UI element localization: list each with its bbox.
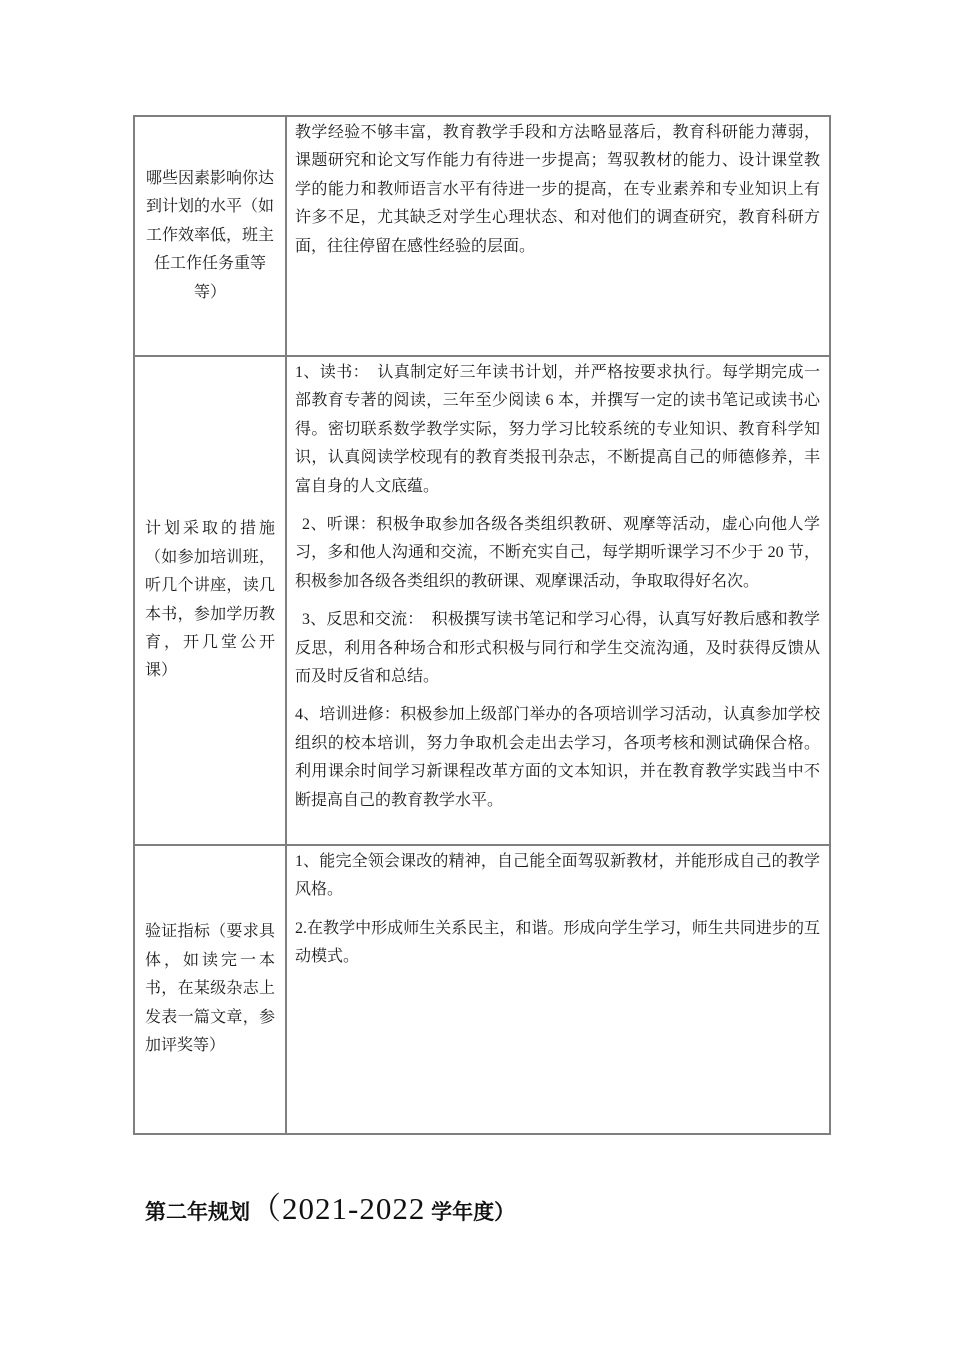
- factors-label: 哪些因素影响你达到计划的水平（如工作效率低，班主任工作任务重等等）: [145, 169, 274, 301]
- table-row-factors: [134, 116, 830, 356]
- table-row-indicators: [134, 845, 830, 1134]
- factors-label-cell: [134, 116, 286, 356]
- indicators-paragraph-2: 2.在教学中形成师生关系民主，和谐。形成向学生学习，师生共同进步的互动模式。: [295, 919, 820, 966]
- factors-content-cell: [286, 116, 830, 356]
- indicators-paragraph-1: 1、能完全领会课改的精神，自己能全面驾驭新教材，并能形成自己的教学风格。: [295, 853, 820, 899]
- measures-label-cell: [134, 356, 286, 845]
- measures-paragraph-reflection: 3、反思和交流： 积极撰写读书笔记和学习心得，认真写好教后感和教学反思，利用各种场合和形式积极与同行和学生交流沟通，及时获得反馈从而及时反省和总结。: [295, 611, 820, 686]
- heading-suffix: 学年度）: [425, 1201, 516, 1224]
- indicators-label-cell: [134, 845, 286, 1134]
- measures-label: 计划采取的措施（如参加培训班，听几个讲座，读几本书，参加学历教育，开几堂公开课）: [145, 520, 275, 680]
- heading-prefix: 第二年规划: [145, 1201, 250, 1224]
- heading-years: （2021-2022: [250, 1191, 426, 1226]
- indicators-label: 验证指标（要求具体，如读完一本书，在某级杂志上发表一篇文章，参加评奖等）: [145, 923, 275, 1055]
- table-row-measures: [134, 356, 830, 845]
- indicators-content-cell: [286, 845, 830, 1134]
- measures-paragraph-reading: 1、读书： 认真制定好三年读书计划，并严格按要求执行。每学期完成一部教育专著的阅读，三年至少阅读 6 本，并撰写一定的读书笔记或读书心得。密切联系数学教学实际，努力学习比较系统的专业知识、教育科学知识，认真阅读学校现有的教育类报刊杂志，不断提高自己的师德修养，丰富自身的人文底蕴。: [295, 364, 820, 495]
- plan-table: [133, 115, 831, 1135]
- measures-content-cell: [286, 356, 830, 845]
- measures-paragraph-training: 4、培训进修：积极参加上级部门举办的各项培训学习活动，认真参加学校组织的校本培训，努力争取机会走出去学习，各项考核和测试确保合格。利用课余时间学习新课程改革方面的文本知识，并在教育教学实践当中不断提高自己的教育教学水平。: [295, 706, 820, 809]
- measures-paragraph-listening: 2、听课：积极争取参加各级各类组织教研、观摩等活动，虚心向他人学习，多和他人沟通和交流，不断充实自己，每学期听课学习不少于 20 节，积极参加各级各类组织的教研课、观摩课活动，争取取得好名次。: [295, 516, 820, 590]
- section-heading: [145, 1183, 515, 1228]
- factors-paragraph: 教学经验不够丰富，教育教学手段和方法略显落后，教育科研能力薄弱，课题研究和论文写作能力有待进一步提高；驾驭教材的能力、设计课堂教学的能力和教师语言水平有待进一步的提高，在专业素养和专业知识上有许多不足，尤其缺乏对学生心理状态、和对他们的调查研究，教育科研方面，往往停留在感性经验的层面。: [295, 124, 820, 255]
